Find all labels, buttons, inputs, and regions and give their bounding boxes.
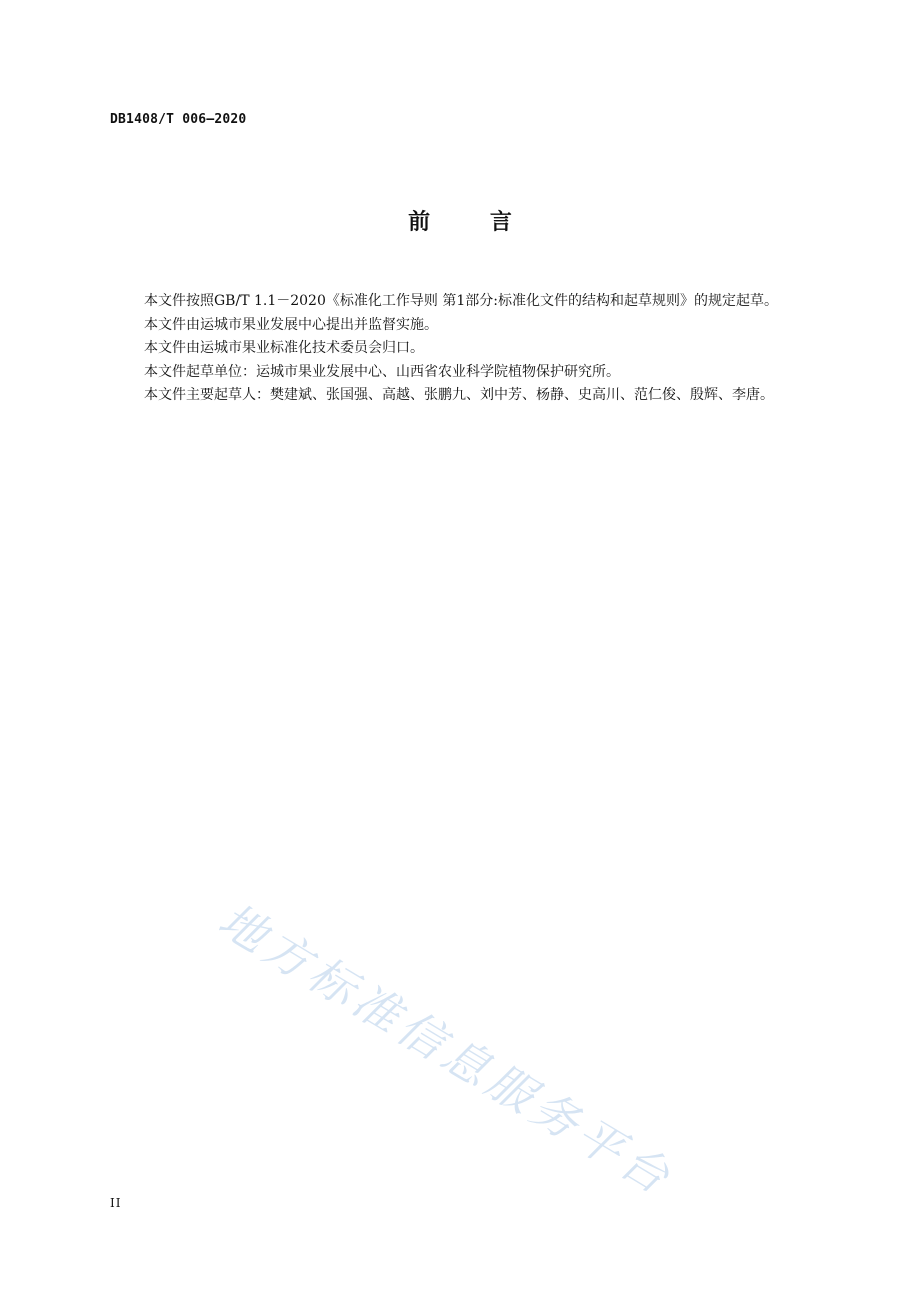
section-title: 前 言 [408,210,538,235]
paragraph-proposer: 本文件由运城市果业发展中心提出并监督实施。 [144,316,438,333]
paragraph-drafting-rules: 本文件按照GB/T 1.1－2020《标准化工作导则 第1部分:标准化文件的结构和起草规则》的规定起草。 [144,293,778,309]
paragraph-technical-committee: 本文件由运城市果业标准化技术委员会归口。 [144,340,424,356]
paragraph-drafting-units: 本文件起草单位：运城市果业发展中心、山西省农业科学院植物保护研究所。 [144,363,620,380]
page-number: II [110,1196,122,1210]
foreword-body [110,290,834,408]
paragraph-main-drafters: 本文件主要起草人：樊建斌、张国强、高越、张鹏九、刘中芳、杨静、史高川、范仁俊、殷辉、李唐。 [144,387,774,403]
document-code: DB1408/T 006—2020 [110,112,247,127]
watermark: 地方标准信息服务平台 [209,892,684,1207]
